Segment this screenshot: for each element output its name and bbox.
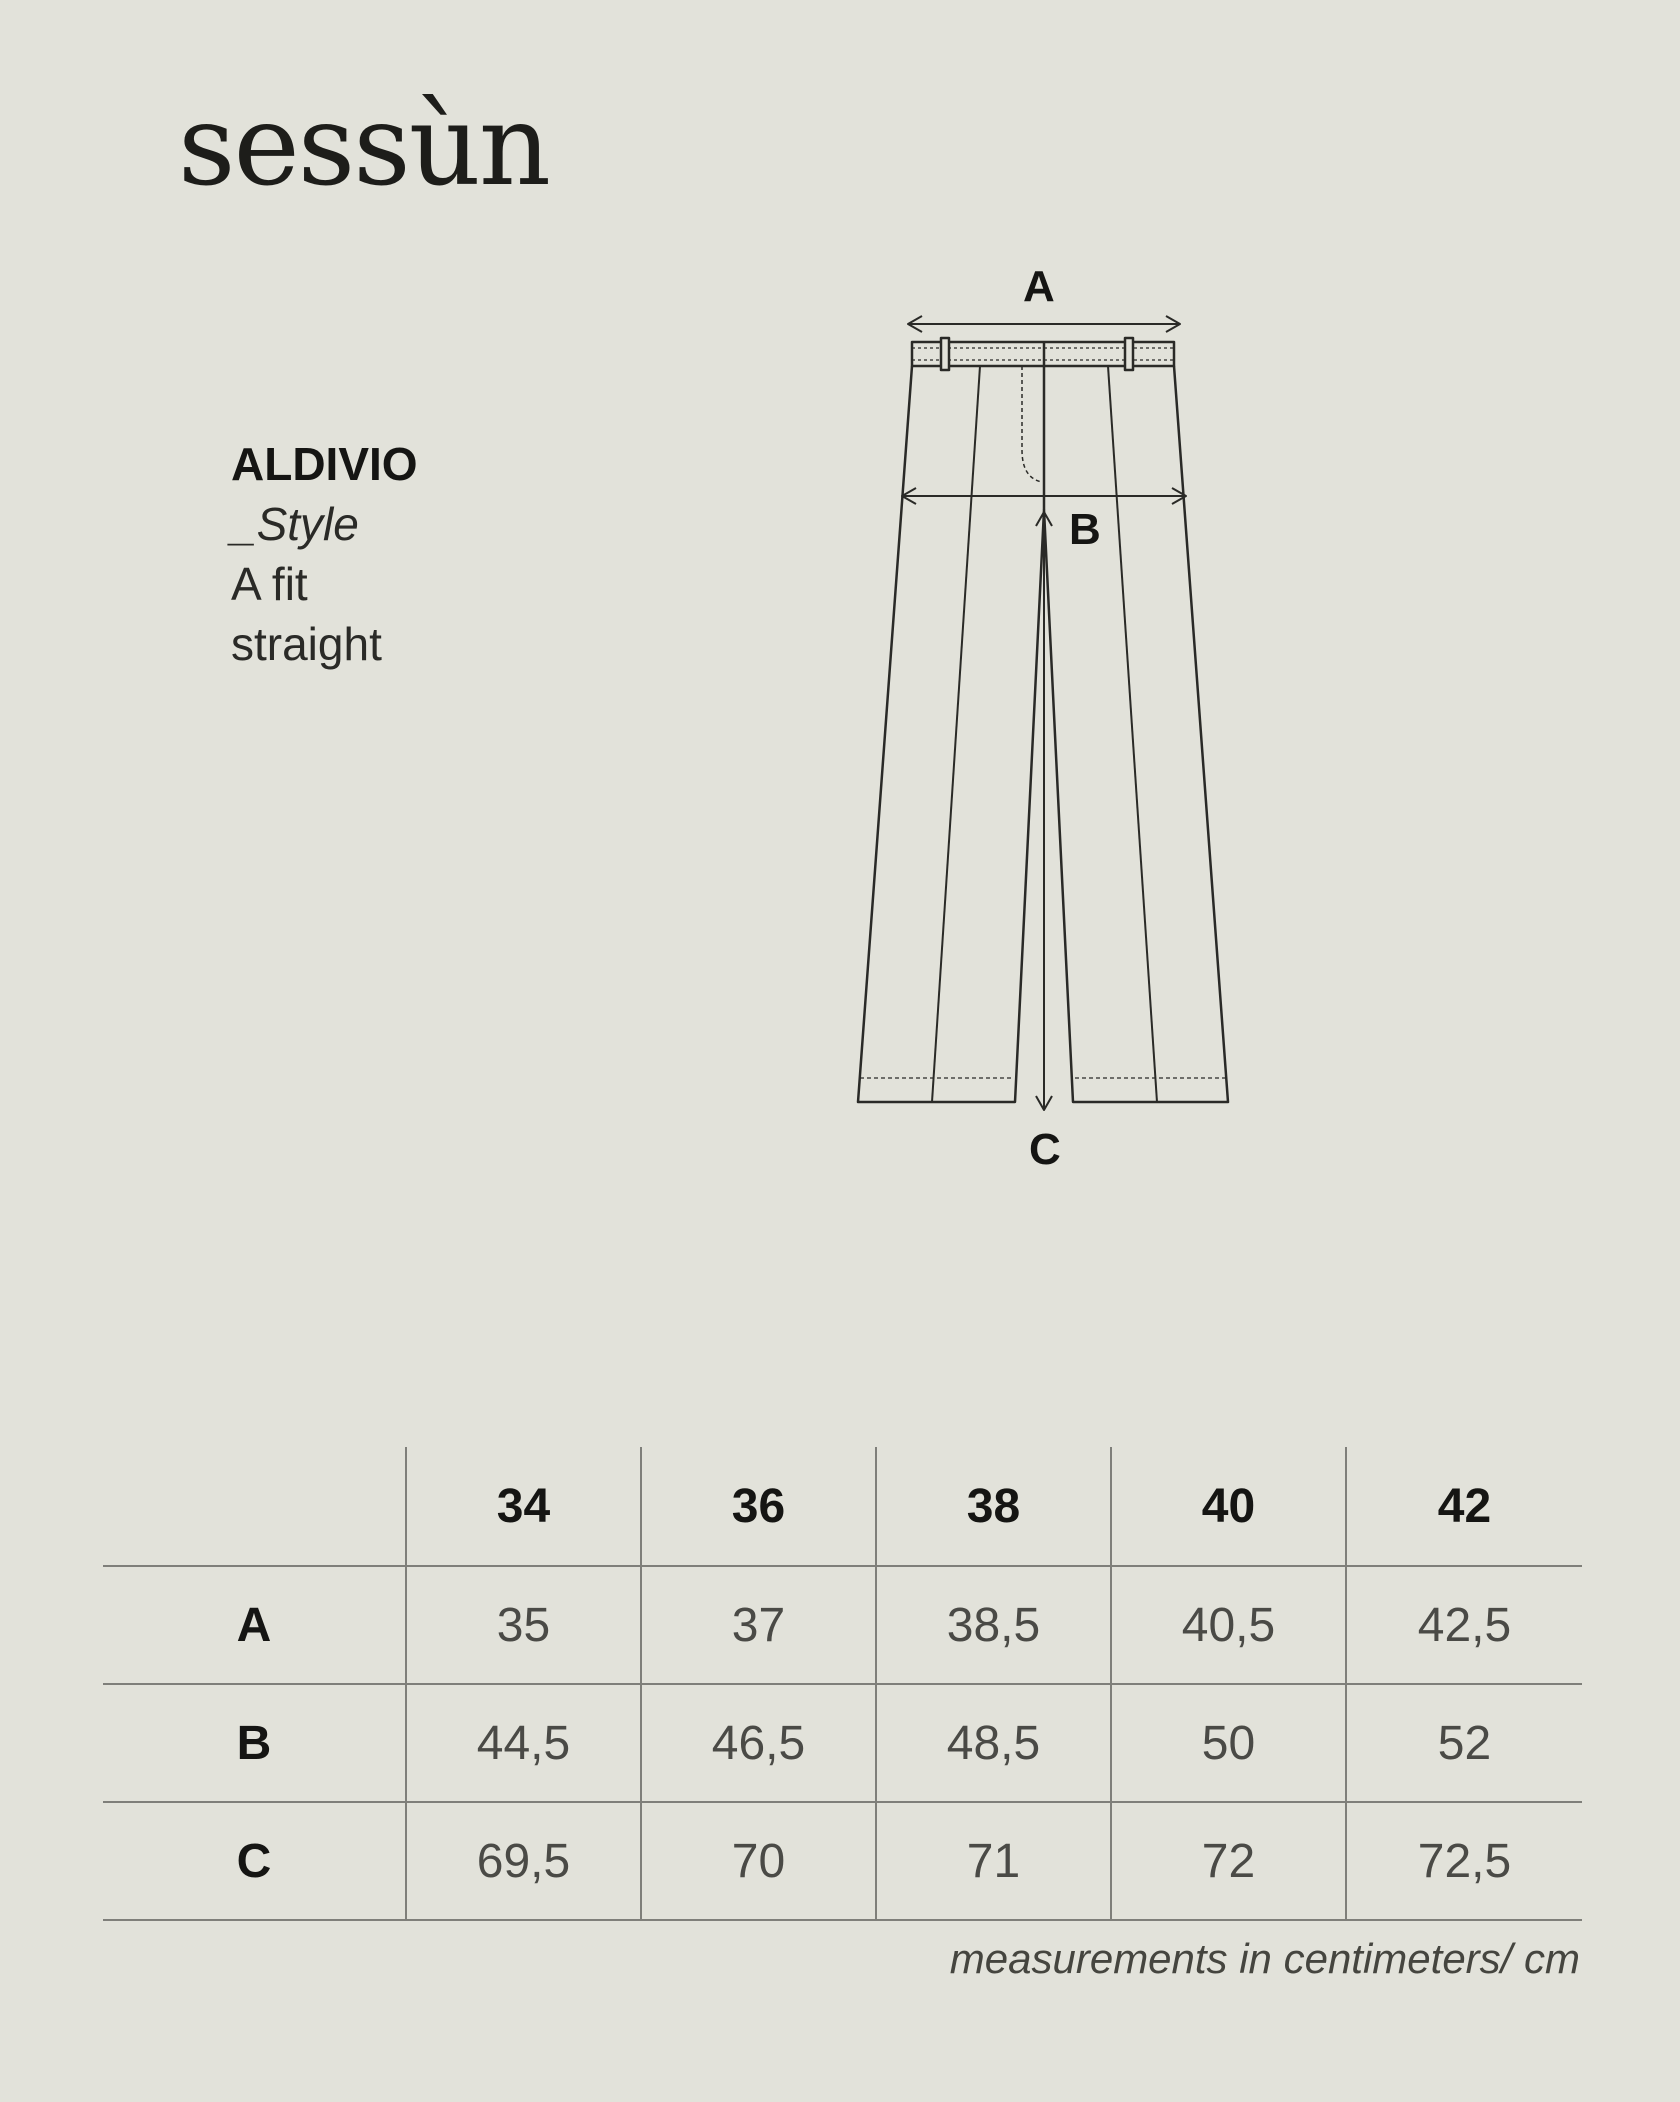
trousers-diagram (820, 250, 1280, 1200)
measurement-cell: 37 (641, 1566, 876, 1684)
measurement-cell: 70 (641, 1802, 876, 1920)
measurement-cell: 52 (1346, 1684, 1582, 1802)
measurement-cell: 40,5 (1111, 1566, 1346, 1684)
measurement-cell: 50 (1111, 1684, 1346, 1802)
measure-label-b: B (1069, 505, 1101, 554)
crease-left (932, 366, 980, 1102)
size-chart-table (103, 1447, 1582, 1921)
trousers-drawing (820, 250, 1280, 1200)
measurement-cell: 48,5 (876, 1684, 1111, 1802)
measurement-cell: 69,5 (406, 1802, 641, 1920)
measurement-units-note: measurements in centimeters/ cm (949, 1935, 1580, 1982)
brand-logo: sessùn (178, 81, 549, 211)
crease-right (1108, 366, 1157, 1102)
size-header-row (103, 1447, 1582, 1566)
measure-label-c: C (1029, 1125, 1061, 1174)
measurement-cell: 35 (406, 1566, 641, 1684)
fit-line-2: straight (231, 618, 382, 670)
measurement-cell: 72 (1111, 1802, 1346, 1920)
size-header: 40 (1111, 1447, 1346, 1566)
table-row (103, 1566, 1582, 1684)
size-header: 42 (1346, 1447, 1582, 1566)
row-label: B (236, 1716, 272, 1770)
product-info (231, 434, 418, 674)
size-header: 34 (406, 1447, 641, 1566)
style-label: _Style (231, 498, 359, 550)
product-name: ALDIVIO (231, 438, 418, 490)
measure-label-a: A (1023, 262, 1055, 311)
header-empty-cell (103, 1447, 406, 1566)
measurement-cell: 72,5 (1346, 1802, 1582, 1920)
measurement-cell: 71 (876, 1802, 1111, 1920)
row-label: C (236, 1834, 272, 1888)
belt-loop-right (1125, 338, 1133, 370)
row-label: A (236, 1598, 272, 1652)
measurement-cell: 46,5 (641, 1684, 876, 1802)
size-header: 38 (876, 1447, 1111, 1566)
fit-line-1: A fit (231, 558, 308, 610)
belt-loop-left (941, 338, 949, 370)
measurement-cell: 42,5 (1346, 1566, 1582, 1684)
table-row (103, 1684, 1582, 1802)
measurement-cell: 44,5 (406, 1684, 641, 1802)
measurement-cell: 38,5 (876, 1566, 1111, 1684)
size-header: 36 (641, 1447, 876, 1566)
table-row (103, 1802, 1582, 1920)
